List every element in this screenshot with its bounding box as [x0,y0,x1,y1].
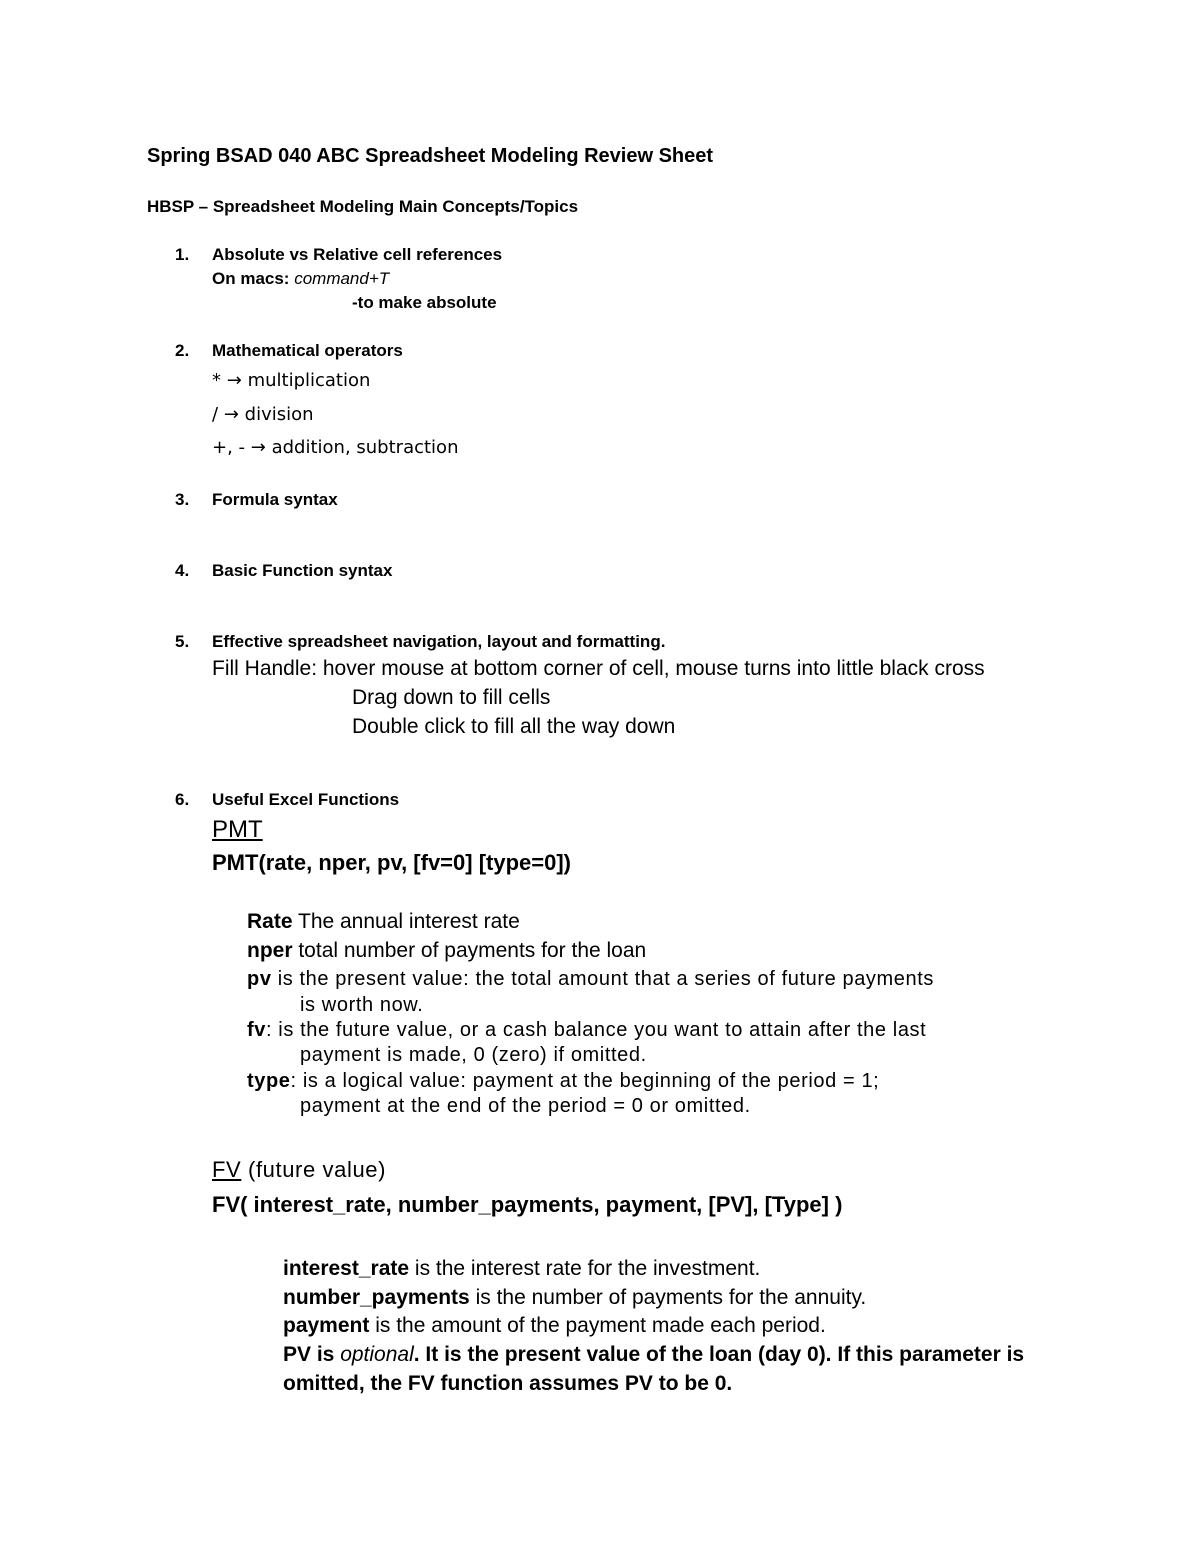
item-number: 6. [175,790,190,809]
pmt-arg-nper [247,940,646,961]
arg-desc: is the amount of the payment made each period. [369,1314,826,1337]
arg-term: nper [247,939,293,962]
fill-handle-line: Fill Handle: hover mouse at bottom corner of cell, mouse turns into little black cross [212,657,985,680]
item-number: 5. [175,632,190,651]
arg-desc: is the present value: the total amount that a series of future payments [271,968,934,990]
arg-term: Rate [247,910,293,933]
arg-term: payment [283,1314,370,1337]
fv-syntax: FV( interest_rate, number_payments, payment, [PV], [Type] ) [212,1192,843,1217]
operator-row [212,439,458,457]
fv-arg-payment [283,1315,826,1336]
pmt-arg-type [247,1071,879,1091]
item-heading-formula-syntax: Formula syntax [212,490,338,509]
item-heading-absolute-relative: Absolute vs Relative cell references [212,245,503,264]
arg-desc: is the number of payments for the annuity. [469,1286,867,1309]
item-heading-excel-functions: Useful Excel Functions [212,790,400,809]
double-click-line: Double click to fill all the way down [352,715,676,738]
operator-row [212,372,370,390]
arrow-icon: → [226,370,242,391]
arrow-icon: → [250,437,266,458]
pv-optional: optional [340,1343,414,1366]
arg-desc: total number of payments for the loan [292,939,647,962]
pmt-arg-pv-cont: is worth now. [300,994,424,1016]
fv-arg-pv-cont: omitted, the FV function assumes PV to be 0. [283,1372,733,1395]
item-heading-navigation: Effective spreadsheet navigation, layout and formatting. [212,632,666,651]
absolute-note: -to make absolute [352,293,497,312]
mac-shortcut-line [212,270,389,287]
pmt-heading: PMT [212,816,263,843]
arg-desc: The annual interest rate [292,910,520,933]
fv-heading [212,1159,386,1181]
operator-row [212,406,314,424]
arg-desc: is the interest rate for the investment. [409,1257,761,1280]
fv-name-suffix: (future value) [241,1157,387,1182]
fv-name: FV [212,1157,242,1182]
fv-arg-pv [283,1344,1024,1365]
arg-term: interest_rate [283,1257,410,1280]
arg-term: number_payments [283,1286,470,1309]
operator-symbol: / [212,404,219,425]
fv-arg-number-payments [283,1287,866,1308]
mac-label: On macs: [212,269,295,288]
arrow-icon: → [223,404,239,425]
operator-symbol: * [212,370,221,391]
item-number: 4. [175,561,190,580]
pmt-arg-fv [247,1020,926,1040]
operator-meaning: multiplication [247,370,371,391]
arg-desc: . It is the present value of the loan (day 0). If this parameter is [413,1343,1025,1366]
item-number: 1. [175,245,190,264]
operator-meaning: addition, subtraction [271,437,459,458]
arg-desc: : is a logical value: payment at the beginning of the period = 1; [290,1070,880,1092]
item-heading-function-syntax: Basic Function syntax [212,561,393,580]
item-heading-math-operators: Mathematical operators [212,341,403,360]
drag-down-line: Drag down to fill cells [352,686,551,709]
pmt-arg-pv [247,969,934,989]
page-title: Spring BSAD 040 ABC Spreadsheet Modeling Review Sheet [147,145,714,167]
pmt-syntax: PMT(rate, nper, pv, [fv=0] [type=0]) [212,850,572,875]
pmt-arg-type-cont: payment at the end of the period = 0 or omitted. [300,1095,751,1117]
mac-shortcut: command+T [294,269,390,288]
operator-symbol: +, - [212,437,246,458]
fv-arg-interest-rate [283,1258,760,1279]
pmt-arg-fv-cont: payment is made, 0 (zero) if omitted. [300,1044,647,1066]
arg-term: type [247,1070,291,1092]
arg-term: PV is [283,1343,341,1366]
pmt-arg-rate [247,911,520,932]
arg-desc: : is the future value, or a cash balance you want to attain after the last [265,1019,927,1041]
item-number: 2. [175,341,190,360]
arg-term: fv [247,1019,266,1041]
arg-term: pv [247,968,272,990]
operator-meaning: division [244,404,314,425]
page-subtitle: HBSP – Spreadsheet Modeling Main Concepts/Topics [147,197,579,216]
item-number: 3. [175,490,190,509]
